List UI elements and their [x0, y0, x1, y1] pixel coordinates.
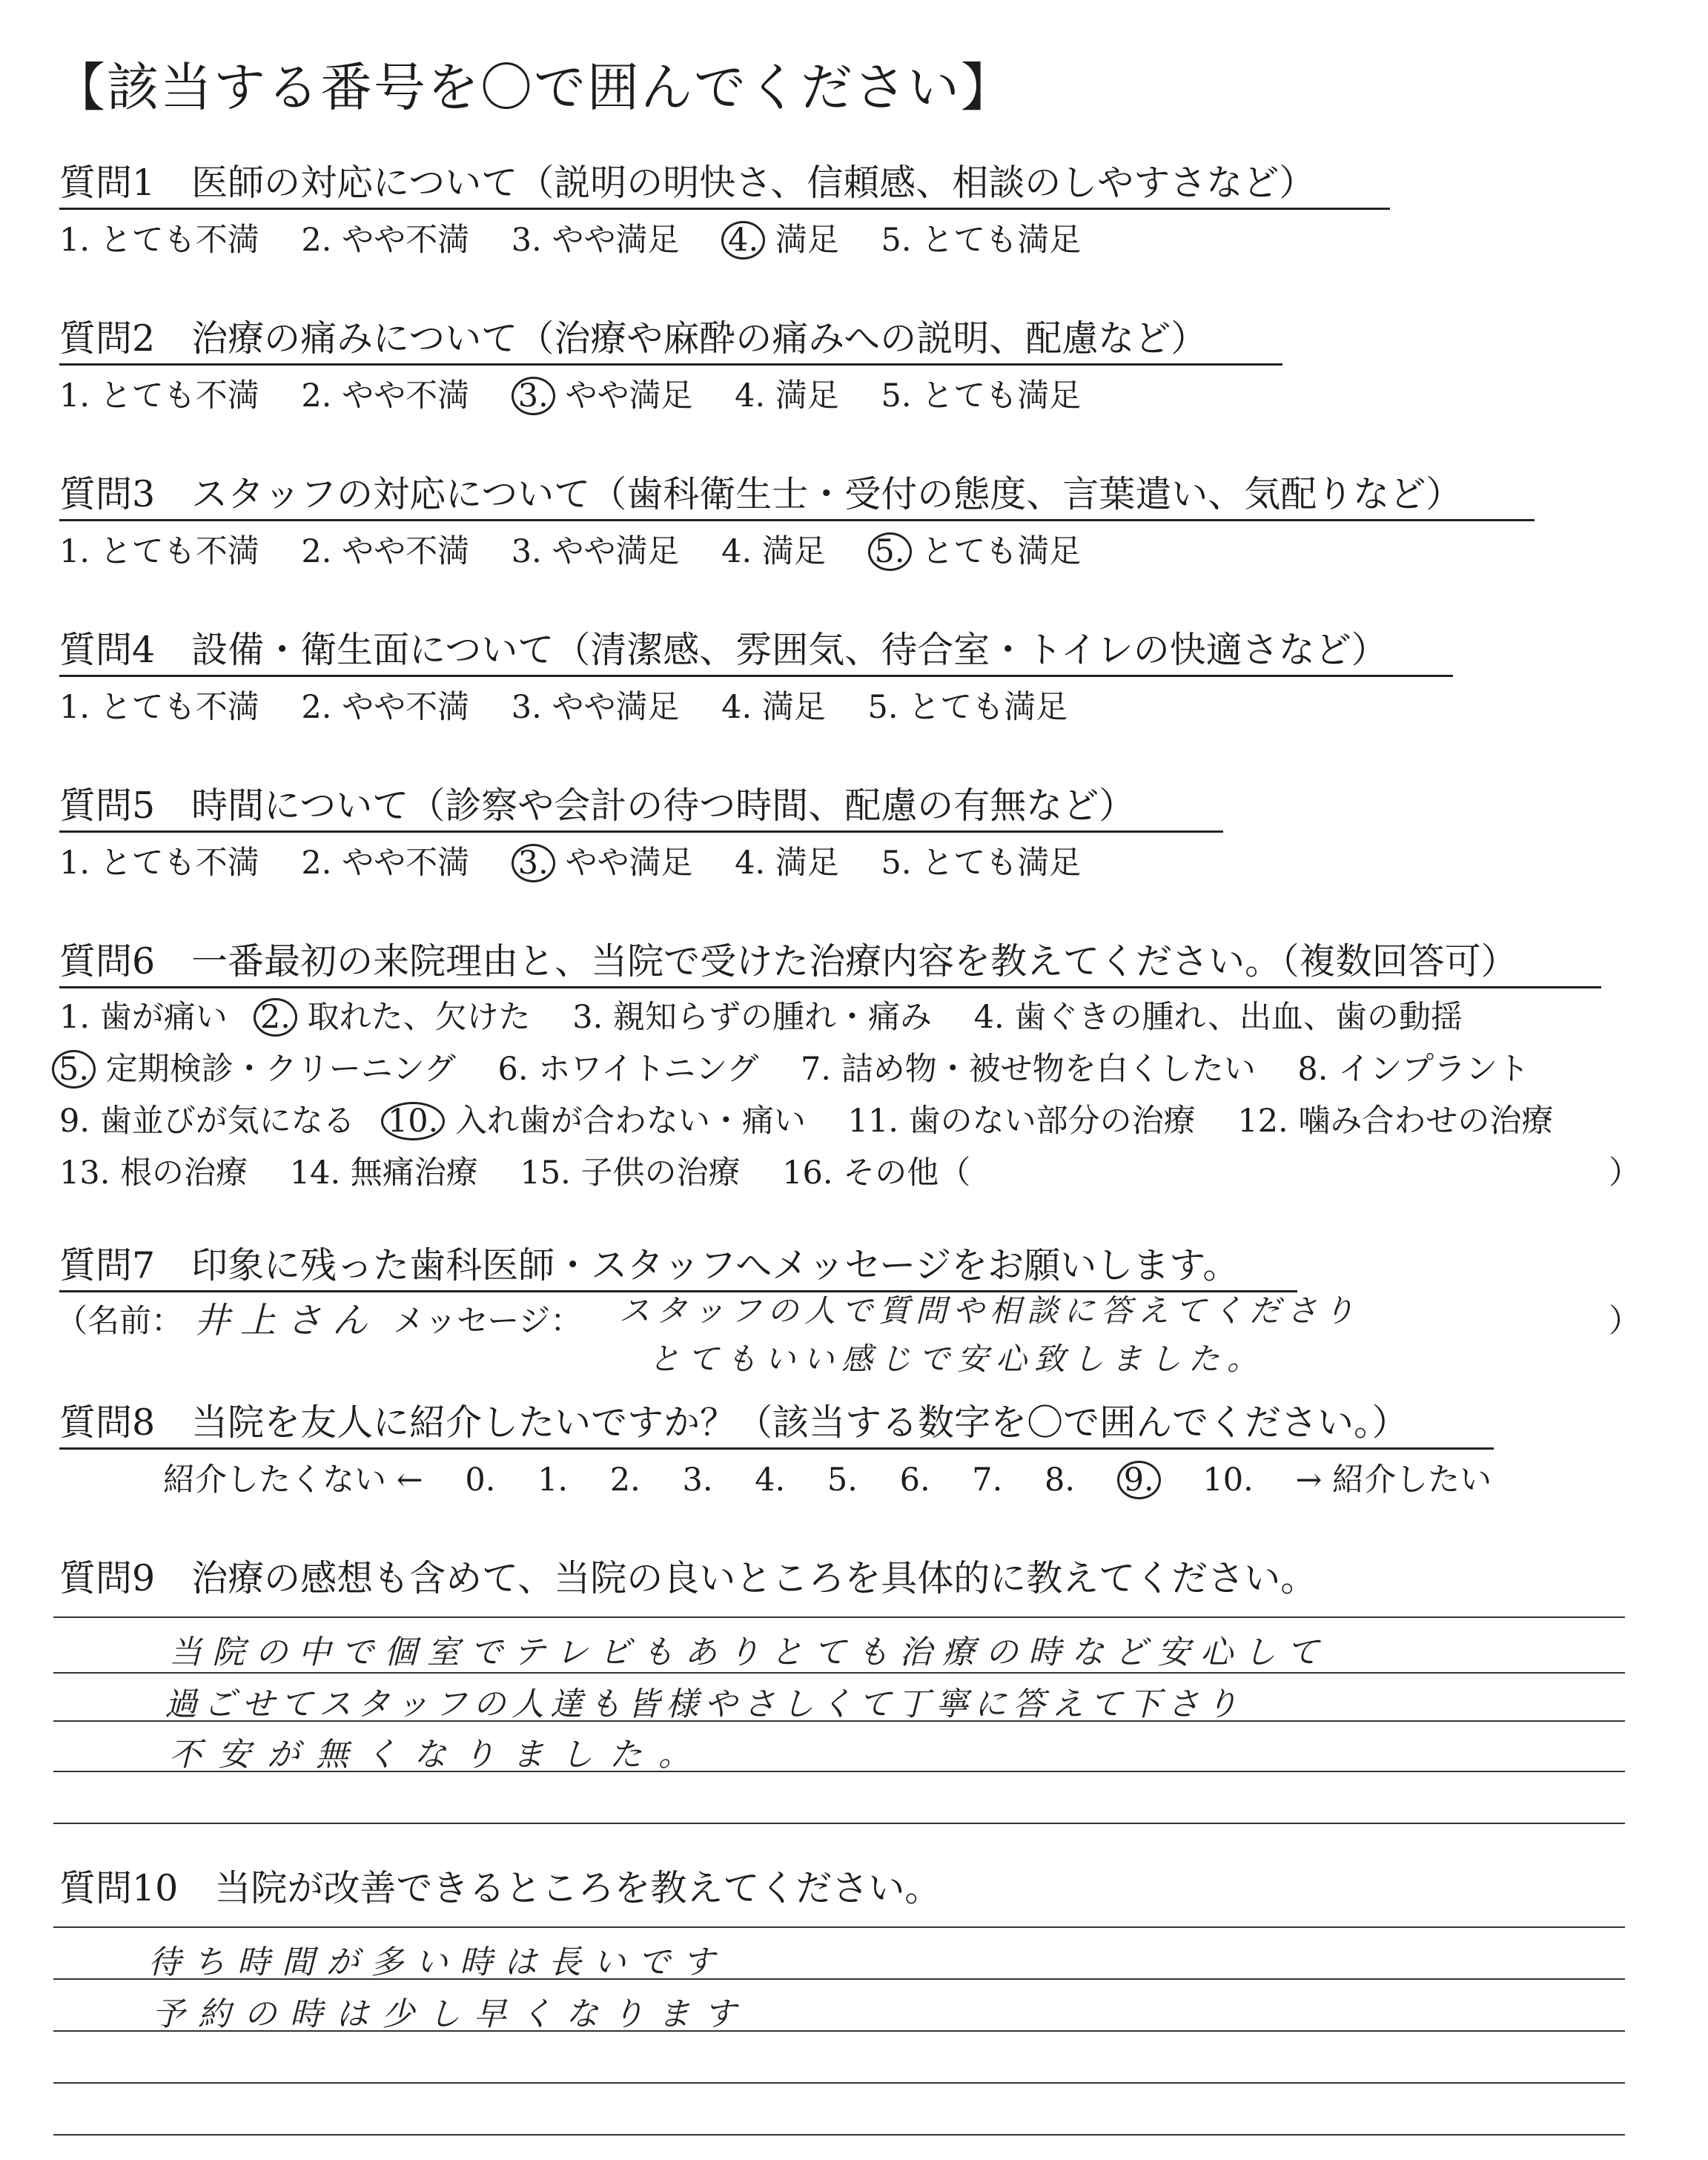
scale-right-label: → 紹介したい — [1295, 1462, 1492, 1499]
scale-5: 5. — [827, 1462, 858, 1499]
question-9-label: 質問9 治療の感想も含めて、当院の良いところを具体的に教えてください。 — [59, 1557, 1317, 1599]
scale-4: 4. — [755, 1462, 786, 1499]
option-2-text: やや不満 — [342, 533, 470, 570]
question-5-label: 質問5 時間について（診察や会計の待つ時間、配慮の有無など） — [59, 777, 1223, 833]
option-5-text: とても満足 — [908, 689, 1068, 726]
question-6-label: 質問6 一番最初の来院理由と、当院で受けた治療内容を教えてください。（複数回答可） — [59, 933, 1601, 988]
option-4-num: 4. — [735, 845, 766, 882]
reason-16-text: その他（ — [843, 1155, 971, 1192]
question-8-label: 質問8 当院を友人に紹介したいですか？（該当する数字を〇で囲んでください。） — [59, 1394, 1494, 1450]
option-5-num: 5. — [881, 845, 912, 882]
scale-1: 1. — [537, 1462, 569, 1499]
scale-8: 8. — [1045, 1462, 1076, 1499]
option-3-num-circled[interactable]: 3. — [512, 844, 555, 882]
option-2-text: やや不満 — [342, 689, 470, 726]
reason-5-num-circled[interactable]: 5. — [52, 1050, 96, 1089]
answer-rule — [53, 1616, 1625, 1618]
reason-9-num: 9. — [59, 1103, 90, 1140]
message-handwritten-line-1: スタッフの人で質問や相談に答えてくださり — [619, 1292, 1361, 1329]
question-4-label: 質問4 設備・衛生面について（清潔感、雰囲気、待合室・トイレの快適さなど） — [59, 621, 1453, 677]
option-4-num-circled[interactable]: 4. — [721, 221, 765, 260]
question-8-scale — [163, 1455, 1492, 1500]
scale-3: 3. — [682, 1462, 713, 1499]
option-3-num-circled[interactable]: 3. — [512, 377, 555, 415]
option-2-num: 2. — [301, 377, 332, 415]
option-1-num: 1. — [59, 689, 90, 726]
question-5-options — [59, 838, 1081, 883]
reason-8-text: インプラント — [1338, 1051, 1530, 1088]
q9-answer-line-3: 不安が無くなりました。 — [169, 1736, 707, 1774]
option-2-text: やや不満 — [342, 845, 470, 882]
reason-4-num: 4. — [973, 999, 1004, 1036]
scale-left-label: 紹介したくない ← — [163, 1462, 423, 1499]
reason-12-num: 12. — [1237, 1103, 1288, 1140]
option-2-num: 2. — [301, 689, 332, 726]
option-5-text: とても満足 — [921, 533, 1082, 570]
reason-1-num: 1. — [59, 999, 90, 1036]
reason-15-text: 子供の治療 — [580, 1155, 741, 1192]
option-3-num: 3. — [511, 533, 542, 570]
option-2-num: 2. — [301, 845, 332, 882]
q10-answer-line-2: 予約の時は少し早くなります — [152, 1995, 749, 2033]
scale-6: 6. — [899, 1462, 930, 1499]
question-10-label: 質問10 当院が改善できるところを教えてください。 — [59, 1867, 941, 1909]
reason-7-text: 詰め物・被せ物を白くしたい — [841, 1051, 1256, 1088]
reason-1-text: 歯が痛い — [99, 999, 228, 1036]
question-7-label: 質問7 印象に残った歯科医師・スタッフへメッセージをお願いします。 — [59, 1237, 1297, 1292]
reason-13-num: 13. — [59, 1155, 110, 1192]
reason-8-num: 8. — [1297, 1051, 1328, 1088]
option-5-text: とても満足 — [921, 222, 1082, 259]
question-1-label: 質問1 医師の対応について（説明の明快さ、信頼感、相談のしやすさなど） — [59, 154, 1390, 210]
question-6-line-4 — [59, 1148, 970, 1193]
scale-10: 10. — [1202, 1462, 1254, 1499]
option-1-num: 1. — [59, 533, 90, 570]
option-5-text: とても満足 — [921, 845, 1082, 882]
question-1-options — [59, 215, 1081, 260]
reason-2-num-circled[interactable]: 2. — [254, 998, 297, 1037]
question-6-line-3 — [59, 1096, 1553, 1141]
option-4-num: 4. — [721, 689, 752, 726]
option-4-num: 4. — [735, 377, 766, 415]
option-4-text: 満足 — [761, 533, 826, 570]
question-2-options — [59, 371, 1081, 416]
reason-6-num: 6. — [497, 1051, 529, 1088]
option-3-num: 3. — [511, 689, 542, 726]
scale-2: 2. — [609, 1462, 640, 1499]
option-1-text: とても不満 — [99, 533, 259, 570]
reason-10-text: 入れ歯が合わない・痛い — [454, 1103, 806, 1140]
option-3-text: やや満足 — [552, 533, 680, 570]
question-4-options — [59, 682, 1068, 727]
reason-3-num: 3. — [572, 999, 603, 1036]
reason-16-num: 16. — [782, 1155, 833, 1192]
message-label: メッセージ： — [393, 1303, 583, 1340]
reason-2-text: 取れた、欠けた — [307, 999, 531, 1036]
reason-11-text: 歯のない部分の治療 — [908, 1103, 1196, 1140]
reason-12-text: 噛み合わせの治療 — [1298, 1103, 1554, 1140]
option-2-text: やや不満 — [342, 222, 470, 259]
reason-3-text: 親知らずの腫れ・痛み — [612, 999, 932, 1036]
option-1-text: とても不満 — [99, 377, 259, 415]
option-4-text: 満足 — [761, 689, 826, 726]
option-3-text: やや満足 — [565, 377, 693, 415]
message-handwritten-line-2: とてもいい感じで安心致しました。 — [649, 1341, 1266, 1377]
option-5-num: 5. — [867, 689, 898, 726]
option-4-text: 満足 — [775, 222, 839, 259]
option-1-text: とても不満 — [99, 845, 259, 882]
answer-rule — [53, 1823, 1625, 1824]
option-5-num: 5. — [881, 222, 912, 259]
option-5-text: とても満足 — [921, 377, 1082, 415]
option-2-num: 2. — [301, 222, 332, 259]
option-1-num: 1. — [59, 222, 90, 259]
answer-rule — [53, 2082, 1625, 2084]
reason-9-text: 歯並びが気になる — [99, 1103, 355, 1140]
option-1-num: 1. — [59, 845, 90, 882]
reason-14-text: 無痛治療 — [350, 1155, 478, 1192]
reason-15-num: 15. — [520, 1155, 571, 1192]
option-4-text: 満足 — [775, 377, 839, 415]
option-5-num: 5. — [881, 377, 912, 415]
q9-answer-line-2: 過ごせてスタッフの人達も皆様やさしくて丁寧に答えて下さり — [165, 1685, 1244, 1723]
reason-5-text: 定期検診・クリーニング — [105, 1051, 456, 1088]
question-6-line-2 — [52, 1044, 1529, 1089]
option-3-num: 3. — [511, 222, 542, 259]
name-handwritten: 井上さん — [194, 1300, 379, 1341]
page-title: 【該当する番号を〇で囲んでください】 — [53, 57, 1014, 118]
option-3-text: やや満足 — [552, 222, 680, 259]
answer-rule — [53, 2134, 1625, 2136]
scale-0: 0. — [465, 1462, 496, 1499]
option-4-text: 満足 — [775, 845, 839, 882]
q9-answer-line-1: 当院の中で個室でテレビもありとても治療の時など安心して — [169, 1634, 1330, 1671]
reason-11-num: 11. — [847, 1103, 898, 1140]
question-3-options — [59, 526, 1081, 572]
reason-14-num: 14. — [289, 1155, 341, 1192]
reason-10-num-circled[interactable]: 10. — [381, 1102, 445, 1140]
option-3-text: やや満足 — [552, 689, 680, 726]
reason-13-text: 根の治療 — [120, 1155, 248, 1192]
option-2-text: やや不満 — [342, 377, 470, 415]
message-close-paren: ） — [1609, 1303, 1641, 1340]
name-label: （名前： — [56, 1303, 183, 1340]
option-4-num: 4. — [721, 533, 752, 570]
reason-6-text: ホワイトニング — [538, 1051, 759, 1088]
question-2-label: 質問2 治療の痛みについて（治療や麻酔の痛みへの説明、配慮など） — [59, 310, 1282, 366]
reason-16-close-paren: ） — [1609, 1155, 1641, 1192]
q10-answer-line-1: 待ち時間が多い時は長いです — [148, 1943, 726, 1981]
option-1-text: とても不満 — [99, 689, 259, 726]
question-3-label: 質問3 スタッフの対応について（歯科衛生士・受付の態度、言葉遣い、気配りなど） — [59, 466, 1535, 521]
option-1-text: とても不満 — [99, 222, 259, 259]
option-3-text: やや満足 — [565, 845, 693, 882]
reason-4-text: 歯ぐきの腫れ、出血、歯の動揺 — [1014, 999, 1463, 1036]
answer-rule — [53, 1926, 1625, 1928]
scale-7: 7. — [972, 1462, 1003, 1499]
option-1-num: 1. — [59, 377, 90, 415]
option-2-num: 2. — [301, 533, 332, 570]
reason-7-num: 7. — [801, 1051, 832, 1088]
option-5-num-circled[interactable]: 5. — [868, 532, 912, 571]
question-6-line-1 — [59, 992, 1463, 1037]
scale-9-circled[interactable]: 9. — [1117, 1461, 1161, 1499]
